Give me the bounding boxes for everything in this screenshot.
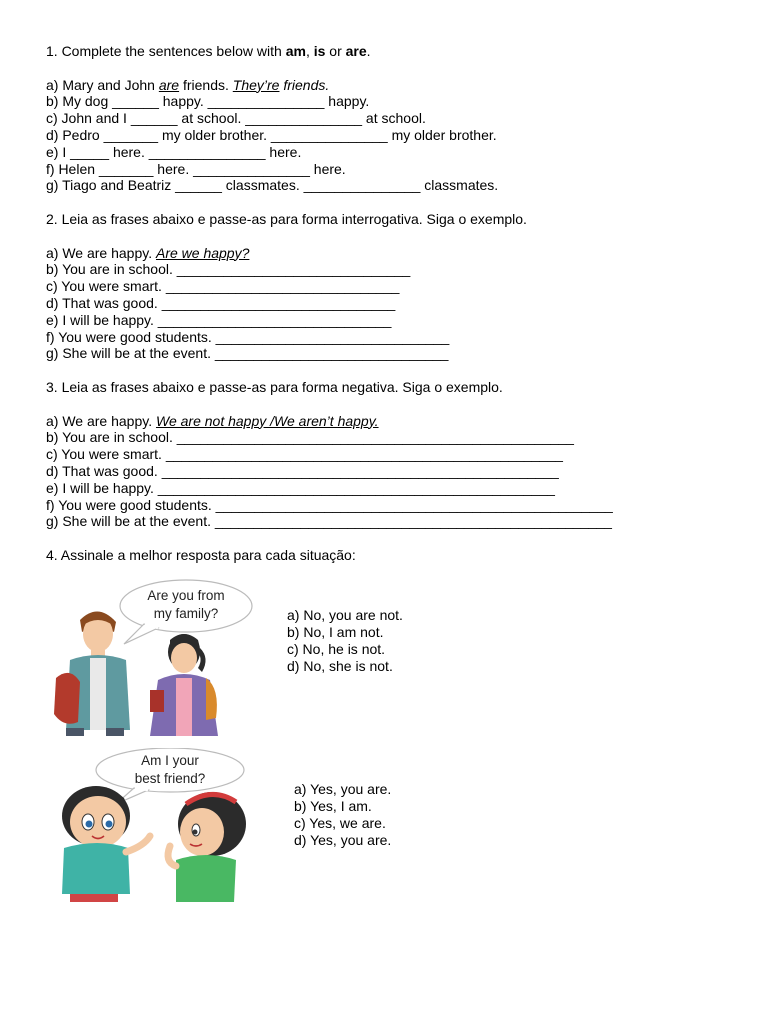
q3-item[interactable]: c) You were smart. ___________________________________________________ <box>46 446 563 463</box>
family-question-illustration <box>46 578 256 738</box>
q2-example <box>46 245 726 262</box>
q3-item[interactable]: f) You were good students. ___________________________________________________ <box>46 496 613 513</box>
q1-example <box>46 77 726 94</box>
scene2-options <box>294 781 391 849</box>
q3-example-prompt: a) We are happy. <box>46 412 156 429</box>
bubble-line-1: Are you from <box>147 588 225 603</box>
girl-character-icon <box>62 786 150 902</box>
q1-item[interactable]: b) My dog ______ happy. _______________ happy. <box>46 93 370 110</box>
girl-character-icon <box>150 634 218 736</box>
q1-sep: , <box>305 43 314 59</box>
answer-option[interactable]: d) Yes, you are. <box>294 832 392 848</box>
boy-character-icon <box>54 611 130 736</box>
answer-option[interactable]: a) Yes, you are. <box>294 781 392 797</box>
q2-example-answer: Are we happy? <box>155 244 250 261</box>
girl-character-icon <box>168 792 246 902</box>
scene1-options <box>287 607 403 675</box>
q1-example-verb: are <box>158 76 180 93</box>
q2-example-prompt: a) We are happy. <box>46 244 156 261</box>
q2-item[interactable]: c) You were smart. ______________________________ <box>46 278 400 295</box>
q1-item[interactable]: g) Tiago and Beatriz ______ classmates. _______________ classmates. <box>46 177 499 194</box>
q2-item[interactable]: d) That was good. ______________________________ <box>46 294 396 311</box>
q1-sep: or <box>325 43 346 59</box>
q1-item[interactable]: c) John and I ______ at school. _______________ at school. <box>46 110 426 127</box>
q3-item[interactable]: d) That was good. ___________________________________________________ <box>46 462 559 479</box>
q1-example-text: a) Mary and John <box>46 76 159 93</box>
bubble-line-2: best friend? <box>134 771 206 786</box>
q4-title: 4. Assinale a melhor resposta para cada situação: <box>46 546 356 563</box>
answer-option[interactable]: d) No, she is not. <box>287 658 393 674</box>
q1-item[interactable]: e) I _____ here. _______________ here. <box>46 143 302 160</box>
q1-item[interactable]: d) Pedro _______ my older brother. _______________ my older brother. <box>46 126 497 143</box>
q1-word-is: is <box>313 43 326 59</box>
q2-title: 2. Leia as frases abaixo e passe-as para forma interrogativa. Siga o exemplo. <box>46 210 527 227</box>
q1-item[interactable]: f) Helen _______ here. _______________ here. <box>46 160 346 177</box>
q2-item[interactable]: e) I will be happy. ______________________________ <box>46 311 392 328</box>
q1-example-contraction: They’re <box>232 76 280 93</box>
answer-option[interactable]: a) No, you are not. <box>287 607 403 623</box>
worksheet <box>46 43 726 564</box>
q3-example-answer: We are not happy /We aren’t happy. <box>155 412 379 429</box>
answer-option[interactable]: c) No, he is not. <box>287 641 386 657</box>
q3-item[interactable]: e) I will be happy. ___________________________________________________ <box>46 479 555 496</box>
q1-end: . <box>366 43 371 59</box>
answer-option[interactable]: b) Yes, I am. <box>294 798 372 814</box>
q1-title <box>46 43 726 60</box>
q1-title-text: 1. Complete the sentences below with <box>46 43 286 59</box>
bubble-line-2: my family? <box>153 606 219 621</box>
answer-option[interactable]: c) Yes, we are. <box>294 815 386 831</box>
q2-item[interactable]: f) You were good students. ______________________________ <box>46 328 450 345</box>
q1-word-are: are <box>345 43 367 59</box>
q1-word-am: am <box>285 43 306 59</box>
q1-example-text: friends. <box>179 76 233 93</box>
bubble-line-1: Am I your <box>141 753 199 768</box>
answer-option[interactable]: b) No, I am not. <box>287 624 384 640</box>
q3-example <box>46 413 726 430</box>
q2-item[interactable]: b) You are in school. ______________________________ <box>46 261 411 278</box>
q2-item[interactable]: g) She will be at the event. ______________________________ <box>46 345 449 362</box>
best-friend-question-illustration <box>50 748 260 904</box>
q1-example-text: friends. <box>279 76 330 93</box>
q3-item[interactable]: g) She will be at the event. ___________________________________________________ <box>46 513 612 530</box>
q3-item[interactable]: b) You are in school. ___________________________________________________ <box>46 429 574 446</box>
q3-title: 3. Leia as frases abaixo e passe-as para forma negativa. Siga o exemplo. <box>46 378 503 395</box>
